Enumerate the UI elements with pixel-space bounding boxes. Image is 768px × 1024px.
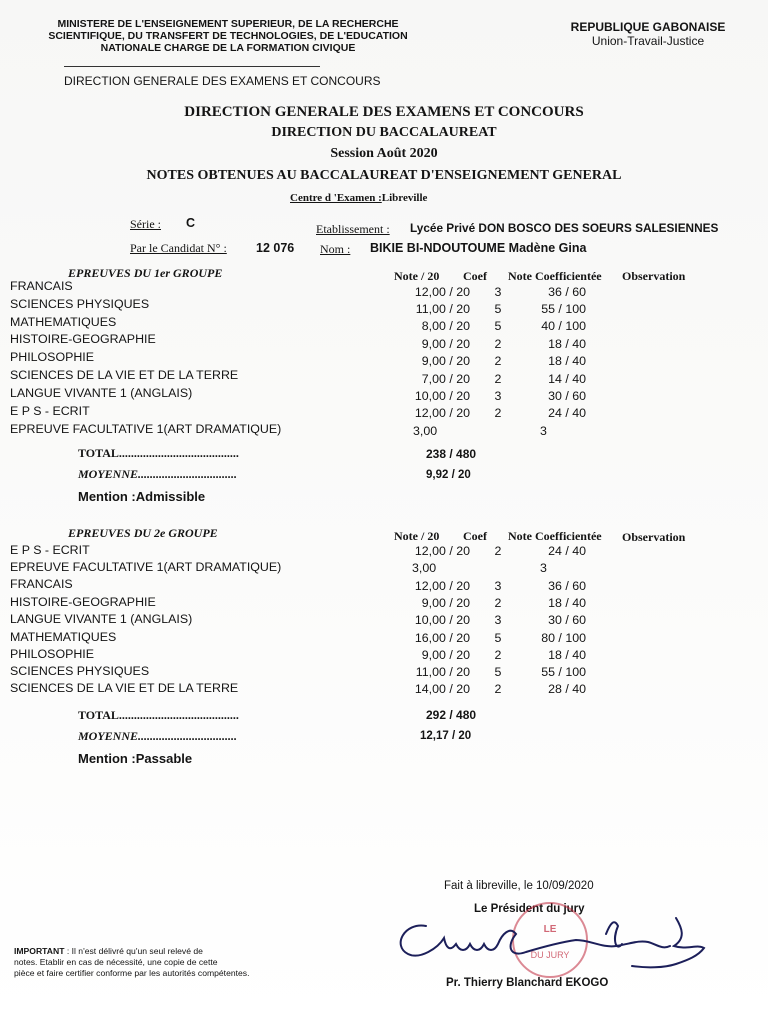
weighted-note-cell: 18 / 40 <box>548 596 586 610</box>
weighted-note-cell: 55 / 100 <box>541 302 586 316</box>
important-line-3: pièce et faire certifier conforme par les autorités compétentes. <box>14 968 250 978</box>
centre-value: Libreville <box>381 192 428 204</box>
candidate-number-label: Par le Candidat N° : <box>130 241 227 255</box>
subject-label: MATHEMATIQUES <box>10 630 117 644</box>
group2-total-value: 292 / 480 <box>426 708 477 722</box>
subject-label: E P S - ECRIT <box>10 543 90 557</box>
group2-mention: Mention :Passable <box>78 751 193 766</box>
group1-total-label: TOTAL........................................ <box>78 446 239 460</box>
note-cell: 10,00 / 20 <box>414 613 470 627</box>
group1-total-value: 238 / 480 <box>426 447 477 461</box>
group1-title: EPREUVES DU 1er GROUPE <box>68 266 223 280</box>
group1-moyenne-value: 9,92 / 20 <box>426 469 471 481</box>
coef-cell: 5 <box>494 302 502 316</box>
note-cell: 12,00 / 20 <box>414 406 470 420</box>
serie-label: Série : <box>130 217 161 231</box>
group1-mention: Mention :Admissible <box>78 489 206 504</box>
nom-label: Nom : <box>320 242 351 256</box>
title-direction-bac: DIRECTION DU BACCALAUREAT <box>271 125 497 140</box>
note-cell: 12,00 / 20 <box>414 285 470 299</box>
subject-label: SCIENCES DE LA VIE ET DE LA TERRE <box>10 681 239 695</box>
group1-header-ncoef: Note Coefficientée <box>508 269 602 283</box>
weighted-note-cell: 40 / 100 <box>541 319 586 333</box>
coef-cell: 2 <box>494 682 502 696</box>
title-direction-generale: DIRECTION GENERALE DES EXAMENS ET CONCOURS <box>184 104 584 120</box>
subject-label: LANGUE VIVANTE 1 (ANGLAIS) <box>10 386 193 400</box>
subject-label: HISTOIRE-GEOGRAPHIE <box>10 332 156 346</box>
note-cell: 10,00 / 20 <box>414 389 470 403</box>
stamp-text-bottom: DU JURY <box>530 950 570 960</box>
coef-cell: 2 <box>494 648 502 662</box>
centre-label: Centre d 'Examen : <box>290 192 382 204</box>
subject-label: LANGUE VIVANTE 1 (ANGLAIS) <box>10 612 193 626</box>
note-cell: 8,00 / 20 <box>421 319 470 333</box>
coef-cell: 2 <box>494 354 502 368</box>
note-cell: 7,00 / 20 <box>421 372 470 386</box>
group2-header-note: Note / 20 <box>394 529 440 543</box>
coef-cell: 5 <box>494 319 502 333</box>
ministry-line-2: SCIENTIFIQUE, DU TRANSFERT DE TECHNOLOGIES, DE L'EDUCATION <box>48 30 408 42</box>
note-cell: 12,00 / 20 <box>414 544 470 558</box>
coef-cell: 3 <box>494 579 502 593</box>
etablissement-label: Etablissement : <box>316 222 390 236</box>
subject-label: E P S - ECRIT <box>10 404 90 418</box>
coef-cell: 2 <box>494 372 502 386</box>
candidate-number-value: 12 076 <box>256 241 295 255</box>
group2-moyenne-label: MOYENNE................................. <box>78 729 238 743</box>
subject-label: FRANCAIS <box>10 279 73 293</box>
ministry-line-3: NATIONALE CHARGE DE LA FORMATION CIVIQUE <box>100 42 356 54</box>
weighted-note-cell: 14 / 40 <box>548 372 586 386</box>
important-line-2: notes. Etablir en cas de nécessité, une copie de cette <box>14 957 218 967</box>
republic-name: REPUBLIQUE GABONAISE <box>570 20 726 34</box>
subject-label: SCIENCES PHYSIQUES <box>10 297 150 311</box>
etablissement-value: Lycée Privé DON BOSCO DES SOEURS SALESIENNES <box>410 221 719 235</box>
subject-label: EPREUVE FACULTATIVE 1(ART DRAMATIQUE) <box>10 422 282 436</box>
direction-small: DIRECTION GENERALE DES EXAMENS ET CONCOURS <box>64 74 381 88</box>
important-label: IMPORTANT <box>14 946 65 956</box>
subject-label: SCIENCES DE LA VIE ET DE LA TERRE <box>10 368 239 382</box>
ministry-header <box>30 18 426 54</box>
coef-cell: 5 <box>494 631 502 645</box>
weighted-note-cell: 80 / 100 <box>541 631 586 645</box>
weighted-note-cell: 18 / 40 <box>548 648 586 662</box>
subject-label: PHILOSOPHIE <box>10 647 95 661</box>
subject-label: SCIENCES PHYSIQUES <box>10 664 150 678</box>
group2-title: EPREUVES DU 2e GROUPE <box>68 526 218 540</box>
subject-label: EPREUVE FACULTATIVE 1(ART DRAMATIQUE) <box>10 560 282 574</box>
weighted-note-cell: 3 <box>540 561 547 575</box>
header-divider <box>64 66 320 67</box>
group2-header-coef: Coef <box>463 529 487 543</box>
place-date: Fait à libreville, le 10/09/2020 <box>444 880 594 892</box>
weighted-note-cell: 18 / 40 <box>548 354 586 368</box>
coef-cell: 2 <box>494 337 502 351</box>
centre-examen <box>290 192 427 204</box>
subject-label: MATHEMATIQUES <box>10 315 117 329</box>
note-cell: 3,00 <box>413 424 438 438</box>
notes-title: NOTES OBTENUES AU BACCALAUREAT D'ENSEIGNEMENT GENERAL <box>146 168 622 183</box>
note-cell: 16,00 / 20 <box>414 631 470 645</box>
note-cell: 9,00 / 20 <box>421 596 470 610</box>
weighted-note-cell: 55 / 100 <box>541 665 586 679</box>
ministry-line-1: MINISTERE DE L'ENSEIGNEMENT SUPERIEUR, DE LA RECHERCHE <box>57 18 399 30</box>
signature-scribble <box>386 904 716 974</box>
important-notice <box>14 946 250 979</box>
weighted-note-cell: 28 / 40 <box>548 682 586 696</box>
coef-cell: 3 <box>494 389 502 403</box>
note-cell: 11,00 / 20 <box>415 302 470 316</box>
group2-total-label: TOTAL........................................ <box>78 708 239 722</box>
nom-value: BIKIE BI-NDOUTOUME Madène Gina <box>370 241 587 255</box>
weighted-note-cell: 36 / 60 <box>548 579 586 593</box>
weighted-note-cell: 30 / 60 <box>548 389 586 403</box>
coef-cell: 3 <box>494 613 502 627</box>
note-cell: 14,00 / 20 <box>414 682 470 696</box>
note-cell: 9,00 / 20 <box>421 354 470 368</box>
group1-header-observation: Observation <box>622 269 686 283</box>
group1-moyenne-label: MOYENNE................................. <box>78 467 238 481</box>
group2-header-observation: Observation <box>622 530 686 544</box>
weighted-note-cell: 24 / 40 <box>548 406 586 420</box>
group2-header-ncoef: Note Coefficientée <box>508 529 602 543</box>
coef-cell: 2 <box>494 596 502 610</box>
coef-cell: 3 <box>494 285 502 299</box>
signatory-name: Pr. Thierry Blanchard EKOGO <box>446 977 609 989</box>
session-label: Session Août 2020 <box>330 146 438 161</box>
group1-header-note: Note / 20 <box>394 269 440 283</box>
subject-label: HISTOIRE-GEOGRAPHIE <box>10 595 156 609</box>
note-cell: 12,00 / 20 <box>414 579 470 593</box>
note-cell: 9,00 / 20 <box>421 337 470 351</box>
weighted-note-cell: 18 / 40 <box>548 337 586 351</box>
coef-cell: 5 <box>494 665 502 679</box>
group1-header-coef: Coef <box>463 269 487 283</box>
subject-label: PHILOSOPHIE <box>10 350 95 364</box>
republic-block <box>548 20 748 48</box>
weighted-note-cell: 24 / 40 <box>548 544 586 558</box>
important-line-1: : Il n'est délivré qu'un seul relevé de <box>64 946 203 956</box>
coef-cell: 2 <box>494 406 502 420</box>
president-title: Le Président du jury <box>474 903 585 915</box>
weighted-note-cell: 36 / 60 <box>548 285 586 299</box>
stamp-text-top: LE <box>543 924 557 935</box>
coef-cell: 2 <box>494 544 502 558</box>
republic-motto: Union-Travail-Justice <box>591 34 705 48</box>
note-cell: 3,00 <box>412 561 437 575</box>
weighted-note-cell: 3 <box>540 424 547 438</box>
serie-value: C <box>186 216 196 230</box>
weighted-note-cell: 30 / 60 <box>548 613 586 627</box>
note-cell: 11,00 / 20 <box>415 665 470 679</box>
group2-moyenne-value: 12,17 / 20 <box>420 730 472 742</box>
subject-label: FRANCAIS <box>10 577 73 591</box>
note-cell: 9,00 / 20 <box>421 648 470 662</box>
